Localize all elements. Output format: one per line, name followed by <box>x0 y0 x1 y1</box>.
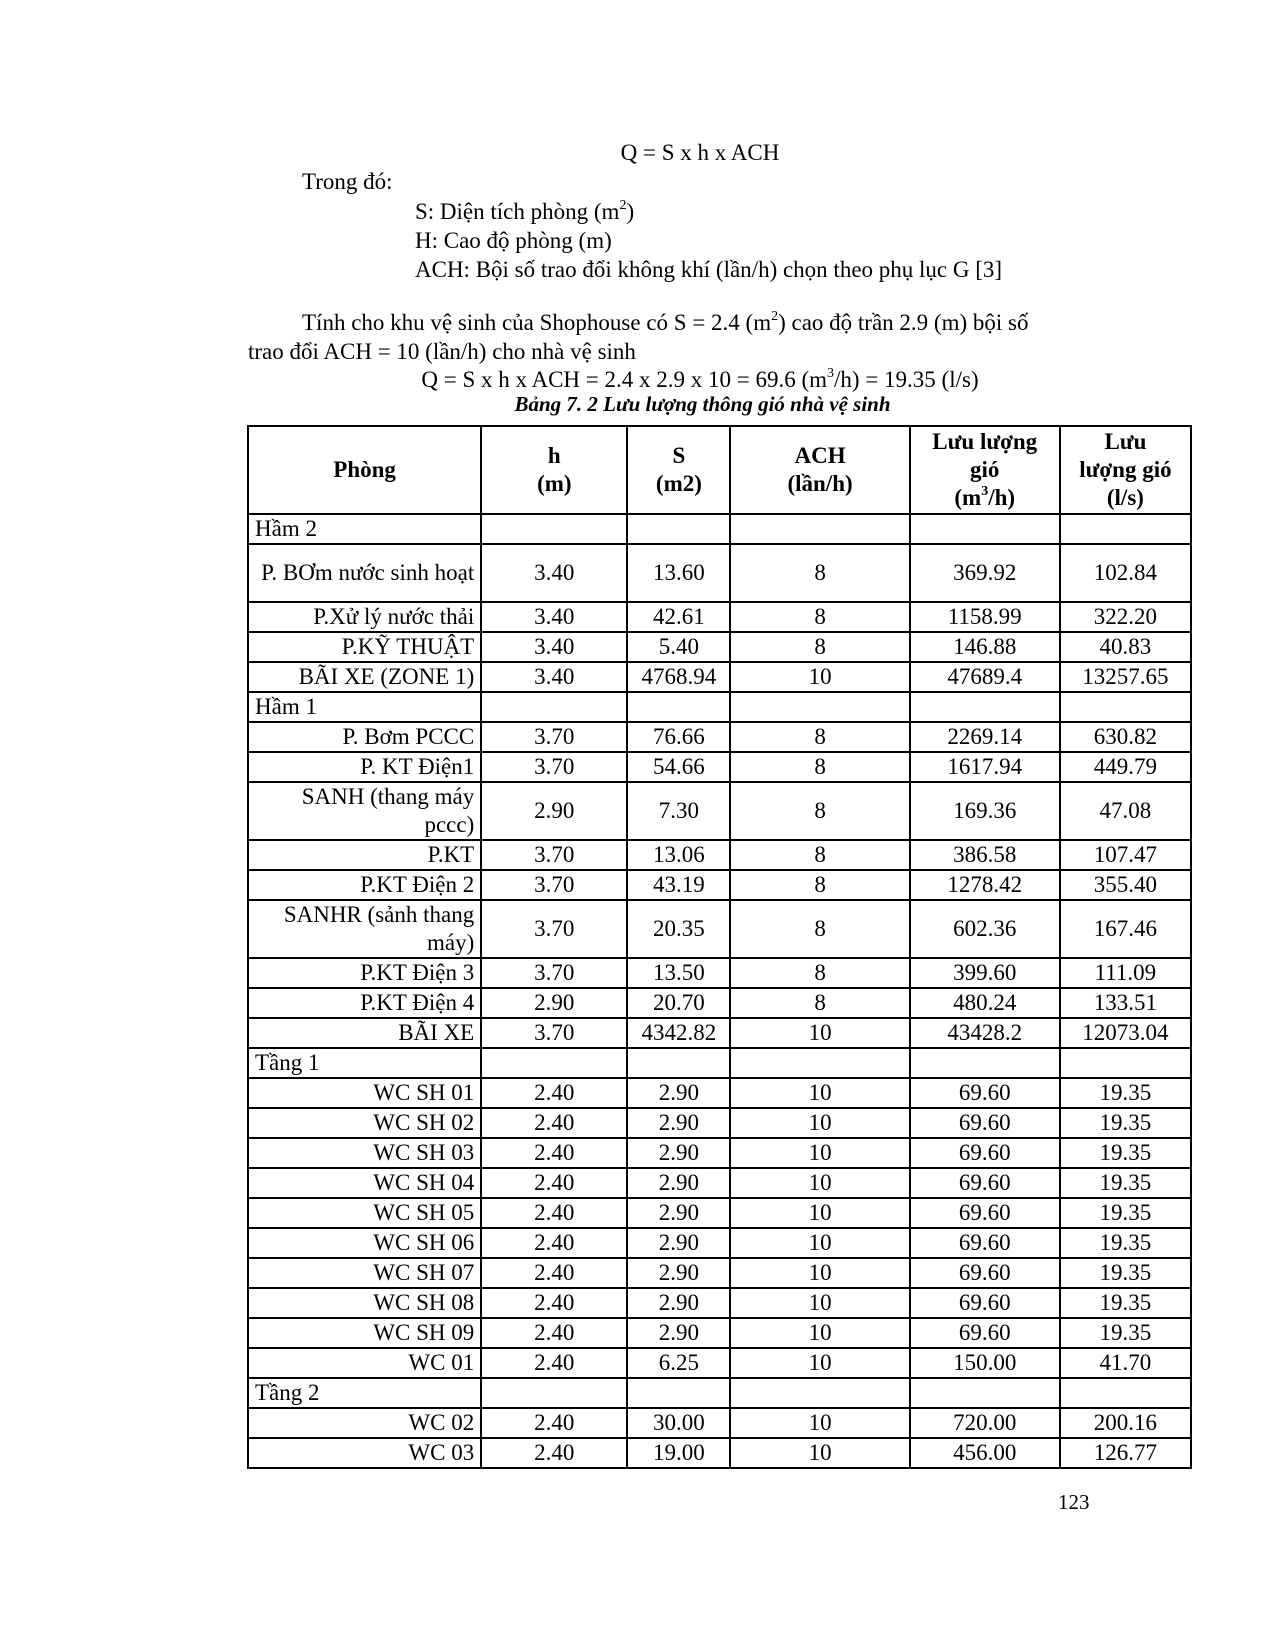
ach-cell: 10 <box>730 1168 909 1198</box>
header-room: Phòng <box>248 426 481 514</box>
ach-cell: 8 <box>730 544 909 602</box>
airflow-m3h-cell: 150.00 <box>910 1348 1060 1378</box>
height-cell: 2.40 <box>481 1438 627 1468</box>
table-row <box>248 632 1191 662</box>
table-row <box>248 1408 1191 1438</box>
table-row <box>248 1168 1191 1198</box>
airflow-ls-cell: 19.35 <box>1060 1138 1191 1168</box>
area-cell: 4342.82 <box>627 1018 730 1048</box>
area-cell: 20.35 <box>627 900 730 958</box>
calculation-formula: Q = S x h x ACH = 2.4 x 2.9 x 10 = 69.6 $(m^3/h) = 19.35$ (l/s) <box>421 366 979 392</box>
height-cell: 3.40 <box>481 662 627 692</box>
ach-cell: 10 <box>730 662 909 692</box>
table-row <box>248 1258 1191 1288</box>
airflow-m3h-cell: 69.60 <box>910 1198 1060 1228</box>
group-row <box>248 692 1191 722</box>
table-row <box>248 544 1191 602</box>
empty-cell <box>481 1048 627 1078</box>
height-cell: 3.70 <box>481 722 627 752</box>
airflow-ls-cell: 40.83 <box>1060 632 1191 662</box>
area-cell: 42.61 <box>627 602 730 632</box>
group-row <box>248 1378 1191 1408</box>
ach-cell: 10 <box>730 1018 909 1048</box>
area-cell: 5.40 <box>627 632 730 662</box>
empty-cell <box>627 514 730 544</box>
room-name-cell: WC SH 02 <box>248 1108 481 1138</box>
airflow-ls-cell: 630.82 <box>1060 722 1191 752</box>
height-cell: 2.40 <box>481 1348 627 1378</box>
area-cell: 2.90 <box>627 1078 730 1108</box>
ach-cell: 8 <box>730 752 909 782</box>
airflow-ls-cell: 19.35 <box>1060 1168 1191 1198</box>
area-cell: 30.00 <box>627 1408 730 1438</box>
room-name-cell: WC SH 01 <box>248 1078 481 1108</box>
ach-cell: 10 <box>730 1138 909 1168</box>
room-name-cell: P.KỸ THUẬT <box>248 632 481 662</box>
airflow-ls-cell: 41.70 <box>1060 1348 1191 1378</box>
room-name-cell: SANHR (sảnh thang máy) <box>248 900 481 958</box>
ach-cell: 10 <box>730 1288 909 1318</box>
airflow-ls-cell: 13257.65 <box>1060 662 1191 692</box>
airflow-ls-cell: 355.40 <box>1060 870 1191 900</box>
room-name-cell: P.KT <box>248 840 481 870</box>
airflow-m3h-cell: 386.58 <box>910 840 1060 870</box>
table-row <box>248 1138 1191 1168</box>
height-cell: 3.70 <box>481 900 627 958</box>
ach-cell: 8 <box>730 782 909 840</box>
ach-cell: 10 <box>730 1198 909 1228</box>
airflow-m3h-cell: 69.60 <box>910 1168 1060 1198</box>
area-cell: 2.90 <box>627 1138 730 1168</box>
airflow-m3h-cell: 1158.99 <box>910 602 1060 632</box>
room-name-cell: WC SH 05 <box>248 1198 481 1228</box>
room-name-cell: P.KT Điện 3 <box>248 958 481 988</box>
ach-cell: 10 <box>730 1318 909 1348</box>
ach-cell: 10 <box>730 1408 909 1438</box>
height-cell: 3.70 <box>481 870 627 900</box>
area-cell: 2.90 <box>627 1288 730 1318</box>
room-name-cell: WC 02 <box>248 1408 481 1438</box>
airflow-m3h-cell: 146.88 <box>910 632 1060 662</box>
airflow-m3h-cell: 69.60 <box>910 1228 1060 1258</box>
airflow-m3h-cell: 602.36 <box>910 900 1060 958</box>
empty-cell <box>730 514 909 544</box>
header-airflow-ls: Lưu lượng gió (l/s) <box>1060 426 1191 514</box>
airflow-m3h-cell: 69.60 <box>910 1318 1060 1348</box>
area-cell: 43.19 <box>627 870 730 900</box>
airflow-m3h-cell: 69.60 <box>910 1258 1060 1288</box>
room-name-cell: BÃI XE (ZONE 1) <box>248 662 481 692</box>
height-cell: 2.40 <box>481 1138 627 1168</box>
airflow-ls-cell: 200.16 <box>1060 1408 1191 1438</box>
ach-cell: 8 <box>730 840 909 870</box>
header-height: h (m) <box>481 426 627 514</box>
area-cell: 2.90 <box>627 1258 730 1288</box>
empty-cell <box>627 692 730 722</box>
airflow-ls-cell: 167.46 <box>1060 900 1191 958</box>
airflow-m3h-cell: 69.60 <box>910 1078 1060 1108</box>
airflow-ls-cell: 19.35 <box>1060 1228 1191 1258</box>
table-row <box>248 1228 1191 1258</box>
group-label: Tầng 2 <box>248 1378 481 1408</box>
airflow-m3h-cell: 2269.14 <box>910 722 1060 752</box>
airflow-m3h-cell: 480.24 <box>910 988 1060 1018</box>
table-row <box>248 958 1191 988</box>
area-cell: 2.90 <box>627 1198 730 1228</box>
airflow-m3h-cell: 43428.2 <box>910 1018 1060 1048</box>
airflow-m3h-cell: 47689.4 <box>910 662 1060 692</box>
empty-cell <box>481 514 627 544</box>
table-row <box>248 1288 1191 1318</box>
table-row <box>248 782 1191 840</box>
empty-cell <box>910 1048 1060 1078</box>
airflow-ls-cell: 12073.04 <box>1060 1018 1191 1048</box>
empty-cell <box>481 692 627 722</box>
room-name-cell: BÃI XE <box>248 1018 481 1048</box>
height-cell: 2.90 <box>481 782 627 840</box>
ach-cell: 8 <box>730 722 909 752</box>
airflow-m3h-cell: 1617.94 <box>910 752 1060 782</box>
airflow-ls-cell: 19.35 <box>1060 1078 1191 1108</box>
empty-cell <box>1060 692 1191 722</box>
ach-cell: 10 <box>730 1258 909 1288</box>
area-cell: 13.06 <box>627 840 730 870</box>
table-row <box>248 1438 1191 1468</box>
table-row <box>248 752 1191 782</box>
area-cell: 2.90 <box>627 1228 730 1258</box>
airflow-m3h-cell: 399.60 <box>910 958 1060 988</box>
empty-cell <box>910 1378 1060 1408</box>
airflow-ls-cell: 111.09 <box>1060 958 1191 988</box>
room-name-cell: WC 01 <box>248 1348 481 1378</box>
height-cell: 2.40 <box>481 1258 627 1288</box>
height-cell: 2.40 <box>481 1408 627 1438</box>
height-cell: 3.70 <box>481 752 627 782</box>
height-cell: 3.40 <box>481 602 627 632</box>
airflow-ls-cell: 19.35 <box>1060 1318 1191 1348</box>
room-name-cell: P. KT Điện1 <box>248 752 481 782</box>
height-cell: 2.40 <box>481 1318 627 1348</box>
area-cell: 20.70 <box>627 988 730 1018</box>
airflow-ls-cell: 19.35 <box>1060 1288 1191 1318</box>
header-airflow-m3h: Lưu lượng gió $(m^3/h)$ <box>910 426 1060 514</box>
ach-cell: 10 <box>730 1438 909 1468</box>
empty-cell <box>730 1048 909 1078</box>
airflow-m3h-cell: 1278.42 <box>910 870 1060 900</box>
room-name-cell: P.KT Điện 2 <box>248 870 481 900</box>
room-name-cell: P. Bơm PCCC <box>248 722 481 752</box>
room-name-cell: SANH (thang máy pccc) <box>248 782 481 840</box>
table-row <box>248 662 1191 692</box>
table-row <box>248 1348 1191 1378</box>
main-formula: Q = S x h x ACH <box>620 140 780 165</box>
group-label: Hầm 2 <box>248 514 481 544</box>
area-cell: 6.25 <box>627 1348 730 1378</box>
empty-cell <box>627 1378 730 1408</box>
table-row <box>248 1018 1191 1048</box>
empty-cell <box>730 1378 909 1408</box>
header-ach: ACH (lần/h) <box>730 426 909 514</box>
area-cell: 19.00 <box>627 1438 730 1468</box>
airflow-ls-cell: 133.51 <box>1060 988 1191 1018</box>
table-row <box>248 1198 1191 1228</box>
area-cell: 13.60 <box>627 544 730 602</box>
height-cell: 3.70 <box>481 1018 627 1048</box>
group-row <box>248 514 1191 544</box>
definition-ach: ACH: Bội số trao đổi không khí (lần/h) chọn theo phụ lục G [3] <box>415 257 1003 282</box>
table-row <box>248 870 1191 900</box>
ventilation-table <box>247 425 1192 1469</box>
airflow-m3h-cell: 69.60 <box>910 1288 1060 1318</box>
area-cell: 13.50 <box>627 958 730 988</box>
area-cell: 76.66 <box>627 722 730 752</box>
room-name-cell: WC SH 06 <box>248 1228 481 1258</box>
airflow-m3h-cell: 720.00 <box>910 1408 1060 1438</box>
airflow-ls-cell: 107.47 <box>1060 840 1191 870</box>
empty-cell <box>481 1378 627 1408</box>
room-name-cell: P. BƠm nước sinh hoạt <box>248 544 481 602</box>
room-name-cell: WC SH 03 <box>248 1138 481 1168</box>
airflow-ls-cell: 102.84 <box>1060 544 1191 602</box>
height-cell: 3.70 <box>481 840 627 870</box>
area-cell: 2.90 <box>627 1108 730 1138</box>
ach-cell: 8 <box>730 958 909 988</box>
room-name-cell: P.Xử lý nước thải <box>248 602 481 632</box>
table-body <box>248 514 1191 1468</box>
empty-cell <box>1060 514 1191 544</box>
table-row <box>248 1108 1191 1138</box>
group-label: Hầm 1 <box>248 692 481 722</box>
definition-s: S: Diện tích phòng $(m^2)$ <box>415 198 635 224</box>
airflow-m3h-cell: 69.60 <box>910 1138 1060 1168</box>
airflow-ls-cell: 322.20 <box>1060 602 1191 632</box>
room-name-cell: WC SH 08 <box>248 1288 481 1318</box>
empty-cell <box>1060 1378 1191 1408</box>
room-name-cell: WC SH 04 <box>248 1168 481 1198</box>
table-row <box>248 602 1191 632</box>
ach-cell: 10 <box>730 1348 909 1378</box>
height-cell: 3.40 <box>481 544 627 602</box>
airflow-ls-cell: 19.35 <box>1060 1258 1191 1288</box>
page-number: 123 <box>1058 1490 1090 1514</box>
empty-cell <box>627 1048 730 1078</box>
ach-cell: 8 <box>730 988 909 1018</box>
table-caption: Bảng 7. 2 Lưu lượng thông gió nhà vệ sinh <box>514 392 891 416</box>
header-area: S (m2) <box>627 426 730 514</box>
ach-cell: 10 <box>730 1078 909 1108</box>
airflow-ls-cell: 19.35 <box>1060 1108 1191 1138</box>
room-name-cell: WC SH 09 <box>248 1318 481 1348</box>
area-cell: 4768.94 <box>627 662 730 692</box>
group-label: Tầng 1 <box>248 1048 481 1078</box>
table-row <box>248 1318 1191 1348</box>
paragraph-line-2: trao đổi ACH = 10 (lần/h) cho nhà vệ sinh <box>248 339 636 364</box>
table-row <box>248 722 1191 752</box>
height-cell: 2.90 <box>481 988 627 1018</box>
ach-cell: 8 <box>730 900 909 958</box>
height-cell: 2.40 <box>481 1078 627 1108</box>
height-cell: 3.70 <box>481 958 627 988</box>
table-header-row <box>248 426 1191 514</box>
empty-cell <box>1060 1048 1191 1078</box>
table-row <box>248 900 1191 958</box>
airflow-m3h-cell: 69.60 <box>910 1108 1060 1138</box>
area-cell: 7.30 <box>627 782 730 840</box>
height-cell: 2.40 <box>481 1198 627 1228</box>
airflow-ls-cell: 47.08 <box>1060 782 1191 840</box>
ach-cell: 8 <box>730 602 909 632</box>
ach-cell: 10 <box>730 1228 909 1258</box>
area-cell: 2.90 <box>627 1168 730 1198</box>
ach-cell: 8 <box>730 632 909 662</box>
airflow-ls-cell: 449.79 <box>1060 752 1191 782</box>
where-label: Trong đó: <box>302 169 393 194</box>
height-cell: 2.40 <box>481 1228 627 1258</box>
paragraph-line-1: Tính cho khu vệ sinh của Shophouse có S = 2.4 $(m^2)$ cao độ trần 2.9 (m) bội số <box>302 309 1029 335</box>
height-cell: 2.40 <box>481 1108 627 1138</box>
height-cell: 2.40 <box>481 1168 627 1198</box>
empty-cell <box>730 692 909 722</box>
table-row <box>248 840 1191 870</box>
definition-h: H: Cao độ phòng (m) <box>415 228 612 253</box>
ach-cell: 8 <box>730 870 909 900</box>
airflow-m3h-cell: 369.92 <box>910 544 1060 602</box>
airflow-ls-cell: 126.77 <box>1060 1438 1191 1468</box>
room-name-cell: P.KT Điện 4 <box>248 988 481 1018</box>
table-row <box>248 988 1191 1018</box>
airflow-m3h-cell: 169.36 <box>910 782 1060 840</box>
area-cell: 54.66 <box>627 752 730 782</box>
table-row <box>248 1078 1191 1108</box>
room-name-cell: WC 03 <box>248 1438 481 1468</box>
area-cell: 2.90 <box>627 1318 730 1348</box>
group-row <box>248 1048 1191 1078</box>
empty-cell <box>910 692 1060 722</box>
height-cell: 3.40 <box>481 632 627 662</box>
empty-cell <box>910 514 1060 544</box>
room-name-cell: WC SH 07 <box>248 1258 481 1288</box>
ach-cell: 10 <box>730 1108 909 1138</box>
height-cell: 2.40 <box>481 1288 627 1318</box>
airflow-m3h-cell: 456.00 <box>910 1438 1060 1468</box>
airflow-ls-cell: 19.35 <box>1060 1198 1191 1228</box>
